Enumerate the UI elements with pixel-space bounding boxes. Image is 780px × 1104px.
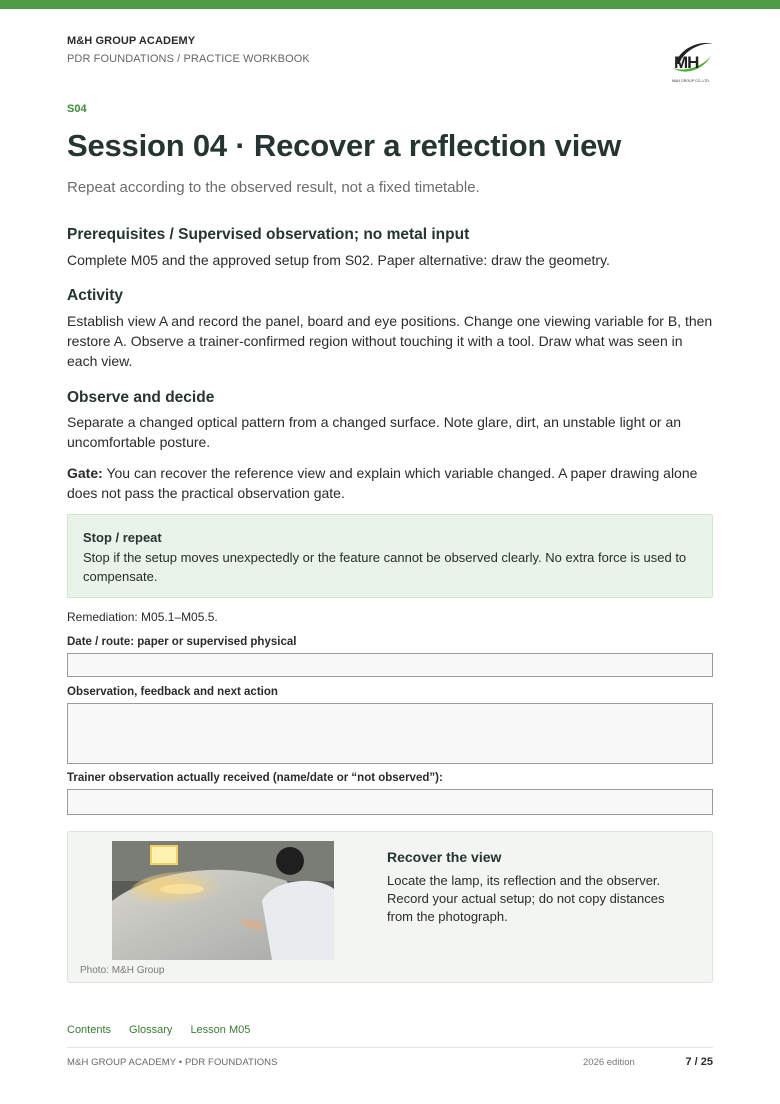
page-subtitle: Repeat according to the observed result, not a fixed timetable. [67, 179, 480, 196]
footer-publisher: M&H GROUP ACADEMY • PDR FOUNDATIONS [67, 1057, 278, 1068]
figure-text: Locate the lamp, its reflection and the observer. Record your actual setup; do not copy distances from the photograph. [387, 873, 665, 924]
logo-caption: M&H GROUP CO.,LTD. [671, 79, 711, 83]
stop-callout [67, 514, 713, 598]
prerequisites-heading: Prerequisites / Supervised observation; no metal input [67, 226, 470, 243]
photo-credit: Photo: M&H Group [80, 965, 165, 976]
session-code: S04 [67, 103, 87, 115]
date-route-label: Date / route: paper or supervised physical [67, 636, 297, 648]
prerequisites-text: Complete M05 and the approved setup from S02. Paper alternative: draw the geometry. [67, 252, 610, 268]
brand-name: M&H GROUP ACADEMY [67, 35, 196, 47]
breadcrumb: PDR FOUNDATIONS / PRACTICE WORKBOOK [67, 53, 310, 65]
footer-divider [67, 1047, 713, 1048]
footer-nav [67, 1024, 268, 1036]
stop-title: Stop / repeat [83, 530, 162, 545]
top-accent-bar [0, 0, 780, 9]
footer-link-glossary[interactable]: Glossary [129, 1024, 173, 1036]
trainer-observation-label: Trainer observation actually received (name/date or “not observed”): [67, 772, 443, 784]
gate-text: You can recover the reference view and explain which variable changed. A paper drawing alone does not pass the practical observation gate. [67, 465, 698, 501]
observation-label: Observation, feedback and next action [67, 686, 278, 698]
page-title: Session 04 · Recover a reflection view [67, 128, 622, 163]
footer-link-lesson[interactable]: Lesson M05 [190, 1024, 251, 1036]
observe-text: Separate a changed optical pattern from a changed surface. Note glare, dirt, an unstable light or an uncomfortable posture. [67, 414, 682, 450]
observer-body-shape [262, 881, 334, 960]
observer-head-shape [276, 847, 304, 875]
figure-title: Recover the view [387, 849, 502, 865]
stop-text: Stop if the setup moves unexpectedly or the feature cannot be observed clearly. No extra force is used to compensate. [83, 550, 687, 584]
activity-heading: Activity [67, 287, 123, 304]
figure-card [67, 831, 713, 983]
gate-paragraph [67, 463, 713, 503]
footer-edition: 2026 edition [583, 1057, 635, 1068]
trainer-observation-field[interactable] [67, 789, 713, 815]
logo-letters: MH [674, 53, 699, 72]
remediation-note: Remediation: M05.1–M05.5. [67, 610, 218, 624]
date-route-field[interactable] [67, 653, 713, 677]
setup-photo [112, 841, 334, 960]
observe-heading: Observe and decide [67, 389, 215, 406]
page-number: 7 / 25 [685, 1056, 713, 1068]
footer-link-contents[interactable]: Contents [67, 1024, 112, 1036]
observation-field[interactable] [67, 703, 713, 764]
activity-text: Establish view A and record the panel, board and eye positions. Change one viewing variable for B, then restore A. Observe a trainer-confirmed region without touching it with a tool. Draw what was seen in each view. [67, 313, 713, 369]
company-logo [667, 38, 715, 84]
gate-label: Gate: [67, 465, 103, 481]
